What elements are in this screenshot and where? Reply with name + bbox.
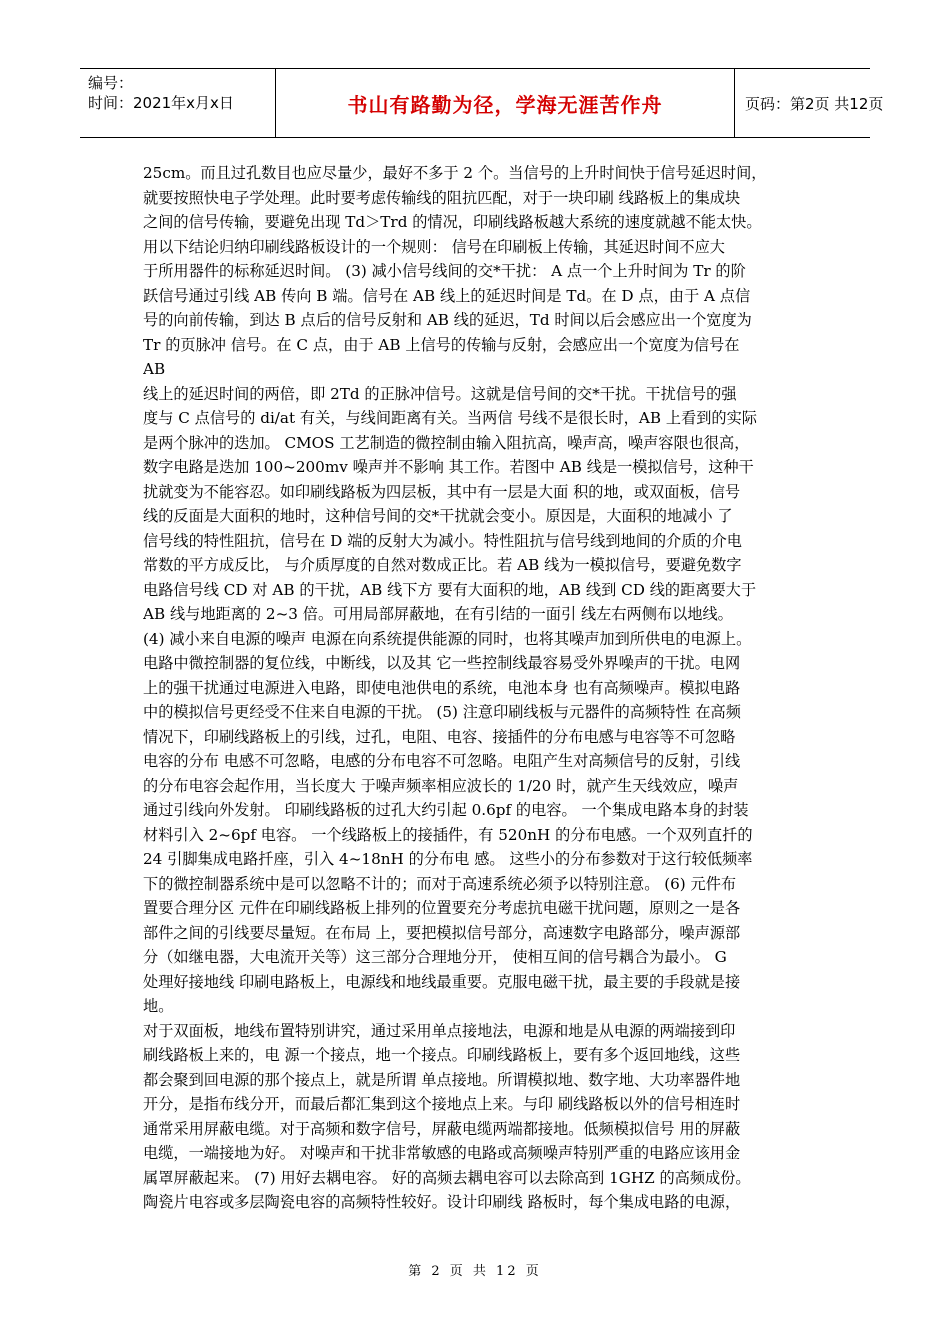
body-line: 电路信号线 CD 对 AB 的干扰，AB 线下方 要有大面积的地，AB 线到 CD 线的距离要大于 <box>143 580 757 599</box>
body-line: 分（如继电器，大电流开关等）这三部分合理地分开， 使相互间的信号耦合为最小。 G <box>143 948 727 966</box>
body-line: 通常采用屏蔽电缆。对于高频和数字信号，屏蔽电缆两端都接地。低频模拟信号 用的屏蔽 <box>143 1119 741 1138</box>
body-line: 线的反面是大面积的地时，这种信号间的交*干扰就会变小。原因是，大面积的地减小 了 <box>143 507 733 525</box>
body-line: 信号线的特性阻抗，信号在 D 端的反射大为减小。特性阻抗与信号线到地间的介质的介电 <box>143 531 742 550</box>
body-line: 扰就变为不能容忍。如印刷线路板为四层板，其中有一层是大面 积的地，或双面板，信号 <box>143 482 741 501</box>
body-line: 处理好接地线 印刷电路板上，电源线和地线最重要。克服电磁干扰，最主要的手段就是接 <box>143 972 741 991</box>
body-line: 用以下结论归纳印刷线路板设计的一个规则： 信号在印刷板上传输，其延迟时间不应大 <box>143 237 725 256</box>
body-line: 置要合理分区 元件在印刷线路板上排列的位置要充分考虑抗电磁干扰问题，原则之一是各 <box>143 899 741 917</box>
body-line: 情况下，印刷线路板上的引线，过孔，电阻、电容、接插件的分布电感与电容等不可忽略 <box>143 727 736 746</box>
body-line: 24 引脚集成电路扦座，引入 4~18nH 的分布电 感。 这些小的分布参数对于这行较低频率 <box>143 850 753 868</box>
document-body <box>143 161 811 1215</box>
body-line: 上的强干扰通过电源进入电路，即使电池供电的系统，电池本身 也有高频噪声。模拟电路 <box>143 678 741 697</box>
body-line: 电容的分布 电感不可忽略，电感的分布电容不可忽略。电阻产生对高频信号的反射，引线 <box>143 752 741 770</box>
document-number-label: 编号： <box>88 74 134 92</box>
body-line: 的分布电容会起作用，当长度大 于噪声频率相应波长的 1/20 时，就产生天线效应，噪声 <box>143 776 739 795</box>
body-line: 号的向前传输，到达 B 点后的信号反射和 AB 线的延迟，Td 时间以后会感应出一个宽度为 <box>143 311 752 329</box>
header-page-info: 页码：第2页 共12页 <box>745 95 884 113</box>
body-line: 地。 <box>143 997 174 1015</box>
body-line: 电路中微控制器的复位线，中断线，以及其 它一些控制线最容易受外界噪声的干扰。电网 <box>143 654 741 672</box>
body-line: 就要按照快电子学处理。此时要考虑传输线的阻抗匹配，对于一块印刷 线路板上的集成块 <box>143 188 741 207</box>
body-line: 刷线路板上来的，电 源一个接点，地一个接点。印刷线路板上，要有多个返回地线，这些 <box>143 1046 741 1064</box>
body-line: 数字电路是迭加 100~200mv 噪声并不影响 其工作。若图中 AB 线是一模拟信号，这种干 <box>143 458 754 476</box>
body-line: (4) 减小来自电源的噪声 电源在向系统提供能源的同时，也将其噪声加到所供电的电源上。 <box>143 629 752 648</box>
body-line: 属罩屏蔽起来。 (7) 用好去耦电容。 好的高频去耦电容可以去除高到 1GHZ 的高频成份。 <box>143 1168 751 1187</box>
document-date: 时间：2021年x月x日 <box>88 94 234 112</box>
body-line: 常数的平方成反比， 与介质厚度的自然对数成正比。若 AB 线为一模拟信号，要避免数字 <box>143 556 742 574</box>
page-footer: 第 2 页 共 12 页 <box>408 1264 542 1279</box>
body-line: 陶瓷片电容或多层陶瓷电容的高频特性较好。设计印刷线 路板时，每个集成电路的电源， <box>143 1193 741 1211</box>
body-line: 都会聚到回电源的那个接点上，就是所谓 单点接地。所谓模拟地、数字地、大功率器件地 <box>143 1070 741 1089</box>
body-line: AB 线与地距离的 2~3 倍。可用局部屏蔽地，在有引结的一面引 线左右两侧布以地线。 <box>143 605 733 623</box>
body-line: Tr 的页脉冲 信号。在 C 点，由于 AB 上信号的传输与反射，会感应出一个宽度为信号在 <box>143 335 740 354</box>
body-line: AB <box>143 360 166 378</box>
body-line: 跃信号通过引线 AB 传向 B 端。信号在 AB 线上的延迟时间是 Td。在 D 点，由于 A 点信 <box>143 286 751 305</box>
body-line: 部件之间的引线要尽量短。在布局 上，要把模拟信号部分，高速数字电路部分，噪声源部 <box>143 923 741 942</box>
header-motto-cell <box>275 68 735 138</box>
body-line: 25cm。而且过孔数目也应尽量少，最好不多于 2 个。当信号的上升时间快于信号延迟时间， <box>143 164 767 182</box>
body-line: 度与 C 点信号的 di/at 有关，与线间距离有关。当两信 号线不是很长时，AB 上看到的实际 <box>143 409 757 427</box>
body-line: 材料引入 2~6pf 电容。 一个线路板上的接插件，有 520nH 的分布电感。一个双列直扦的 <box>143 825 753 844</box>
page-header <box>80 68 884 138</box>
body-line: 下的微控制器系统中是可以忽略不计的；而对于高速系统必须予以特别注意。 (6) 元件布 <box>143 874 737 893</box>
header-motto: 书山有路勤为径，学海无涯苦作舟 <box>347 92 663 117</box>
body-line: 线上的延迟时间的两倍，即 2Td 的正脉冲信号。这就是信号间的交*干扰。干扰信号的强 <box>143 384 737 403</box>
body-line: 是两个脉冲的迭加。 CMOS 工艺制造的微控制由输入阻抗高，噪声高，噪声容限也很高， <box>143 433 750 452</box>
body-line: 开分，是指布线分开，而最后都汇集到这个接地点上来。与印 刷线路板以外的信号相连时 <box>143 1095 741 1113</box>
body-line: 中的模拟信号更经受不住来自电源的干扰。 (5) 注意印刷线板与元器件的高频特性 在高频 <box>143 703 741 721</box>
header-meta <box>88 73 234 113</box>
body-line: 对于双面板，地线布置特别讲究，通过采用单点接地法，电源和地是从电源的两端接到印 <box>143 1021 736 1040</box>
body-line: 于所用器件的标称延迟时间。 (3) 减小信号线间的交*干扰： A 点一个上升时间为 Tr 的阶 <box>143 262 746 280</box>
body-line: 之间的信号传输，要避免出现 Td＞Trd 的情况，印刷线路板越大系统的速度就越不能太快。 <box>143 213 762 231</box>
body-line: 电缆，一端接地为好。 对噪声和干扰非常敏感的电路或高频噪声特别严重的电路应该用金 <box>143 1144 741 1162</box>
body-line: 通过引线向外发射。 印刷线路板的过孔大约引起 0.6pf 的电容。 一个集成电路本身的封装 <box>143 801 749 819</box>
